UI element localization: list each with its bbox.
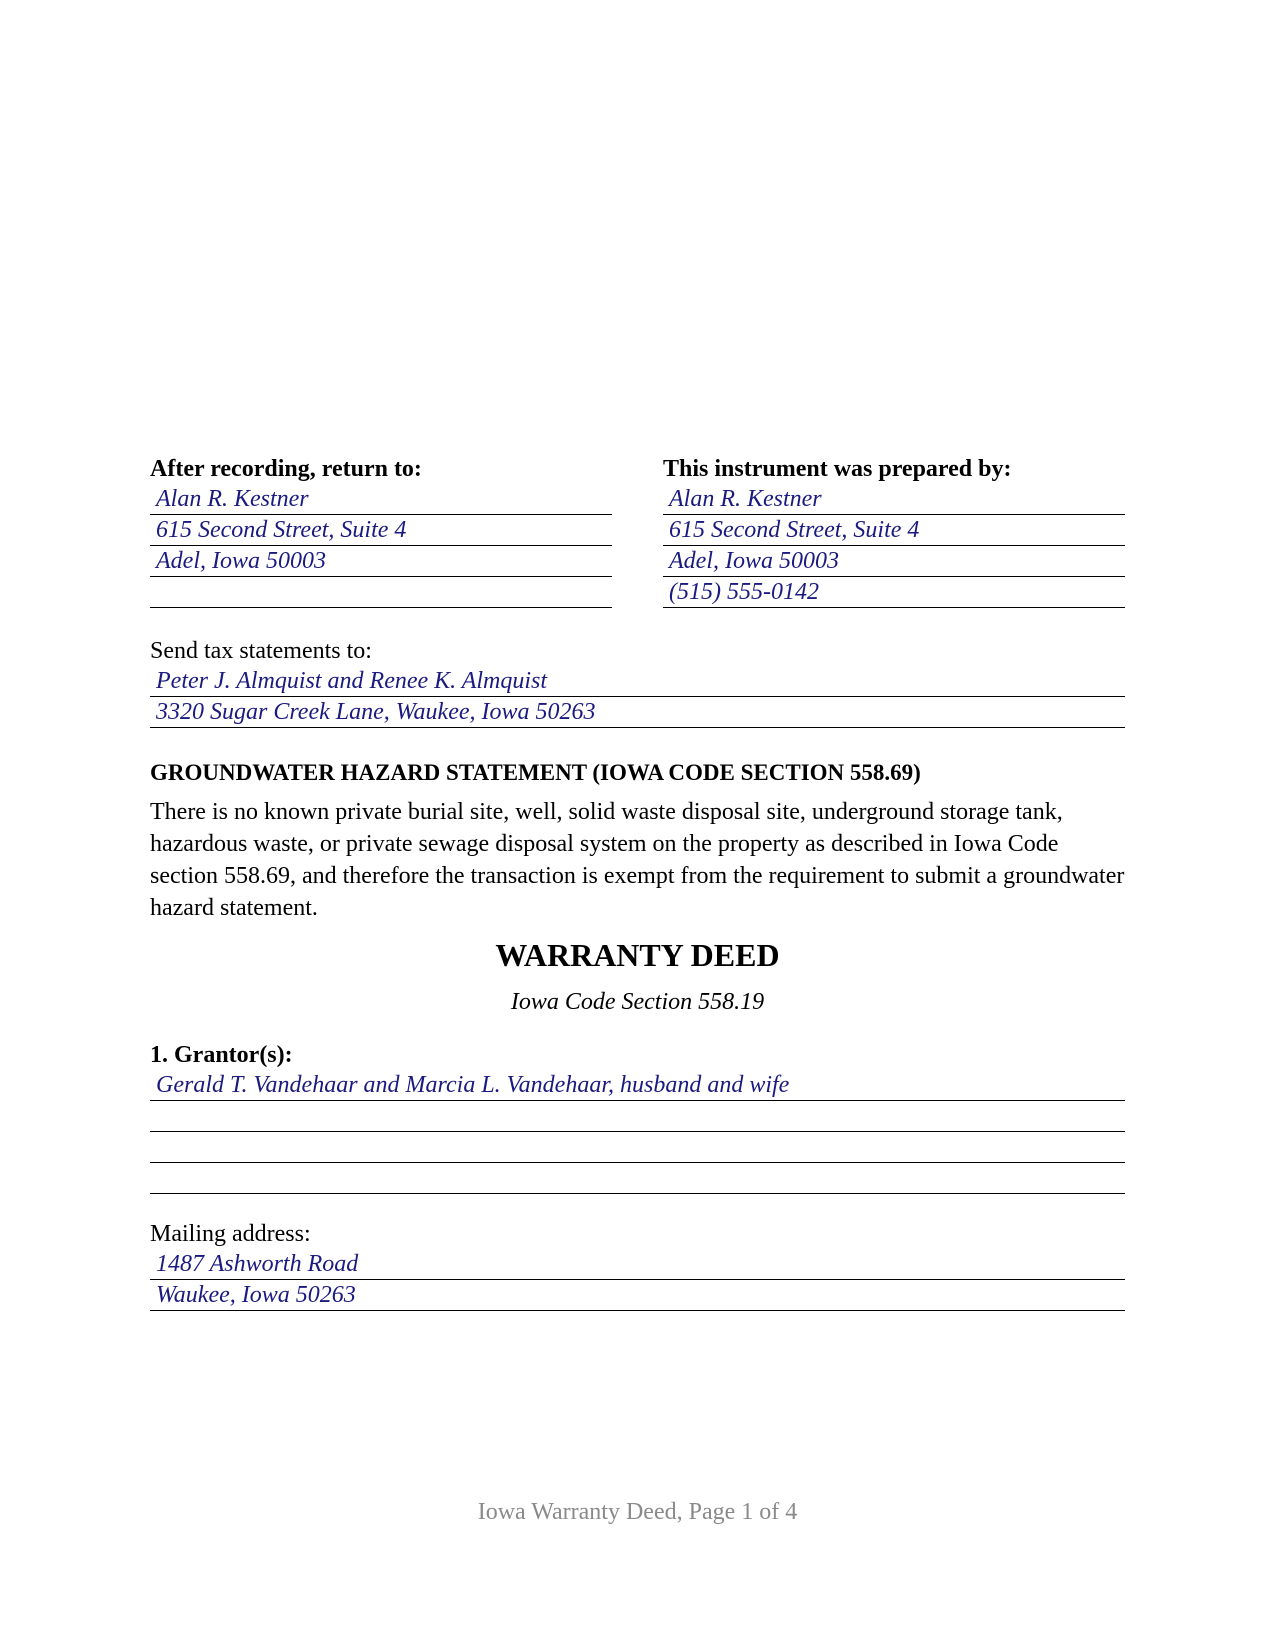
tax-statements-label: Send tax statements to: [150, 638, 372, 664]
tax-statements-names: Peter J. Almquist and Renee K. Almquist [150, 666, 1125, 697]
mailing-address-label: Mailing address: [150, 1221, 311, 1247]
prepared-by-street: 615 Second Street, Suite 4 [663, 515, 1125, 546]
grantor-line: Gerald T. Vandehaar and Marcia L. Vandehaar, husband and wife [150, 1070, 1125, 1101]
prepared-by-phone: (515) 555-0142 [663, 577, 1125, 608]
mailing-address-street: 1487 Ashworth Road [150, 1249, 1125, 1280]
grantor-line [150, 1163, 1125, 1194]
return-to-street: 615 Second Street, Suite 4 [150, 515, 612, 546]
return-to-name: Alan R. Kestner [150, 484, 612, 515]
tax-statements-address: 3320 Sugar Creek Lane, Waukee, Iowa 50263 [150, 697, 1125, 728]
prepared-by-city: Adel, Iowa 50003 [663, 546, 1125, 577]
return-to-blank-line [150, 577, 612, 608]
grantor-line [150, 1132, 1125, 1163]
document-title: WARRANTY DEED [495, 937, 780, 973]
mailing-address-section [150, 1219, 1125, 1311]
grantor-heading: 1. Grantor(s): [150, 1042, 293, 1068]
return-to-heading: After recording, return to: [150, 456, 422, 482]
groundwater-section [150, 758, 1125, 924]
mailing-address-city: Waukee, Iowa 50263 [150, 1280, 1125, 1311]
groundwater-statement: There is no known private burial site, well, solid waste disposal site, underground storage tank, hazardous waste, or private sewage disposal system on the property as described in Iowa Code section 558.69, and therefore the transaction is exempt from the requirement to submit a groundwater hazard statement. [150, 799, 1125, 921]
prepared-by-heading: This instrument was prepared by: [663, 456, 1012, 482]
prepared-by-section [663, 454, 1125, 608]
page-footer: Iowa Warranty Deed, Page 1 of 4 [477, 1499, 798, 1525]
document-subtitle: Iowa Code Section 558.19 [510, 989, 765, 1015]
return-to-section [150, 454, 612, 608]
grantor-line [150, 1101, 1125, 1132]
return-to-city: Adel, Iowa 50003 [150, 546, 612, 577]
groundwater-heading: GROUNDWATER HAZARD STATEMENT (IOWA CODE SECTION 558.69) [150, 760, 921, 785]
tax-statements-section [150, 636, 1125, 728]
grantor-section [150, 1040, 1125, 1194]
prepared-by-name: Alan R. Kestner [663, 484, 1125, 515]
